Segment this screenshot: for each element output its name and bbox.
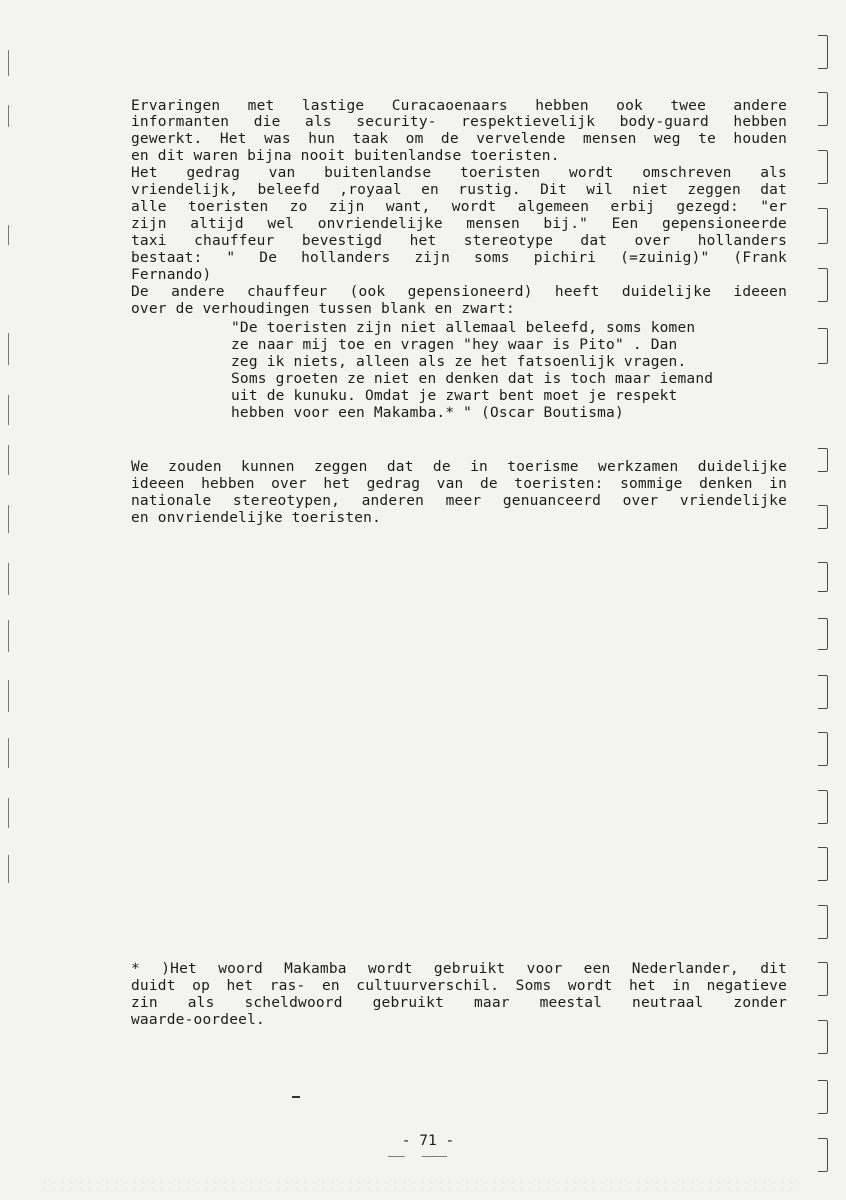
binder-comb-right (806, 0, 846, 1200)
body-line: vriendelijk, beleefd ,royaal en rustig. Dit wil niet zeggen dat (131, 182, 787, 198)
comb-ring (818, 732, 828, 766)
body-line: De andere chauffeur (ook gepensioneerd) heeft duidelijke ideeen (131, 284, 787, 300)
punch-mark (8, 855, 15, 883)
body-line: Ervaringen met lastige Curacaoenaars hebben ook twee andere (131, 98, 787, 114)
punch-mark (8, 333, 15, 365)
comb-ring (818, 150, 828, 184)
body-line: informanten die als security- respektievelijk body-guard hebben (131, 114, 787, 130)
footnote-line: * )Het woord Makamba wordt gebruikt voor een Nederlander, dit (131, 961, 787, 977)
comb-ring (818, 35, 828, 69)
comb-ring (818, 208, 828, 244)
conclusion-line: ideeen hebben over het gedrag van de toeristen: sommige denken in (131, 476, 787, 492)
body-line: taxi chauffeur bevestigd het stereotype dat over hollanders (131, 233, 787, 249)
comb-ring (818, 790, 828, 824)
punch-mark (8, 395, 15, 425)
punch-mark (8, 445, 15, 475)
comb-ring (818, 1138, 828, 1172)
binder-holes-left (0, 0, 18, 1200)
punch-mark (8, 105, 15, 127)
punch-mark (8, 798, 15, 828)
comb-ring (818, 1080, 828, 1114)
conclusion-line: We zouden kunnen zeggen dat de in toerisme werkzamen duidelijke (131, 459, 787, 475)
footnote-line: waarde-oordeel. (131, 1012, 265, 1028)
scan-noise (40, 1180, 800, 1194)
page-number-underline: ‾‾ ‾‾‾ (388, 1155, 448, 1171)
body-line: alle toeristen zo zijn want, wordt algemeen erbij gezegd: "er (131, 199, 787, 215)
comb-ring (818, 328, 828, 364)
body-line: gewerkt. Het was hun taak om de vervelende mensen weg te houden (131, 131, 787, 147)
comb-ring (818, 1020, 828, 1054)
punch-mark (8, 50, 15, 76)
comb-ring (818, 268, 828, 302)
punch-mark (8, 620, 15, 652)
stray-mark (292, 1096, 300, 1098)
body-line: en dit waren bijna nooit buitenlandse toeristen. (131, 148, 560, 164)
footnote-line: duidt op het ras- en cultuurverschil. Soms wordt het in negatieve (131, 978, 787, 994)
quote-line: zeg ik niets, alleen als ze het fatsoenlijk vragen. (231, 354, 687, 370)
quote-line: uit de kunuku. Omdat je zwart bent moet je respekt (231, 388, 678, 404)
comb-ring (818, 92, 828, 126)
conclusion-line: nationale stereotypen, anderen meer genuanceerd over vriendelijke (131, 493, 787, 509)
quote-line: ze naar mij toe en vragen "hey waar is Pito" . Dan (231, 337, 678, 353)
body-line: bestaat: " De hollanders zijn soms pichiri (=zuinig)" (Frank (131, 250, 787, 266)
body-line: Het gedrag van buitenlandse toeristen wordt omschreven als (131, 165, 787, 181)
footnote-line: zin als scheldwoord gebruikt maar meestal neutraal zonder (131, 995, 787, 1011)
comb-ring (818, 562, 828, 592)
page-number: - 71 - (401, 1133, 455, 1149)
conclusion-line: en onvriendelijke toeristen. (131, 510, 382, 526)
comb-ring (818, 847, 828, 881)
quote-line: hebben voor een Makamba.* " (Oscar Boutisma) (231, 405, 624, 421)
punch-mark (8, 505, 15, 533)
comb-ring (818, 962, 828, 996)
comb-ring (818, 905, 828, 939)
body-line: over de verhoudingen tussen blank en zwart: (131, 301, 515, 317)
comb-ring (818, 618, 828, 650)
body-line: Fernando) (131, 267, 212, 283)
comb-ring (818, 505, 828, 529)
comb-ring (818, 675, 828, 709)
quote-line: Soms groeten ze niet en denken dat is toch maar iemand (231, 371, 714, 387)
punch-mark (8, 738, 15, 768)
punch-mark (8, 225, 15, 245)
quote-line: "De toeristen zijn niet allemaal beleefd, soms komen (231, 320, 696, 336)
punch-mark (8, 680, 15, 712)
punch-mark (8, 563, 15, 595)
comb-ring (818, 448, 828, 472)
body-line: zijn altijd wel onvriendelijke mensen bij." Een gepensioneerde (131, 216, 787, 232)
